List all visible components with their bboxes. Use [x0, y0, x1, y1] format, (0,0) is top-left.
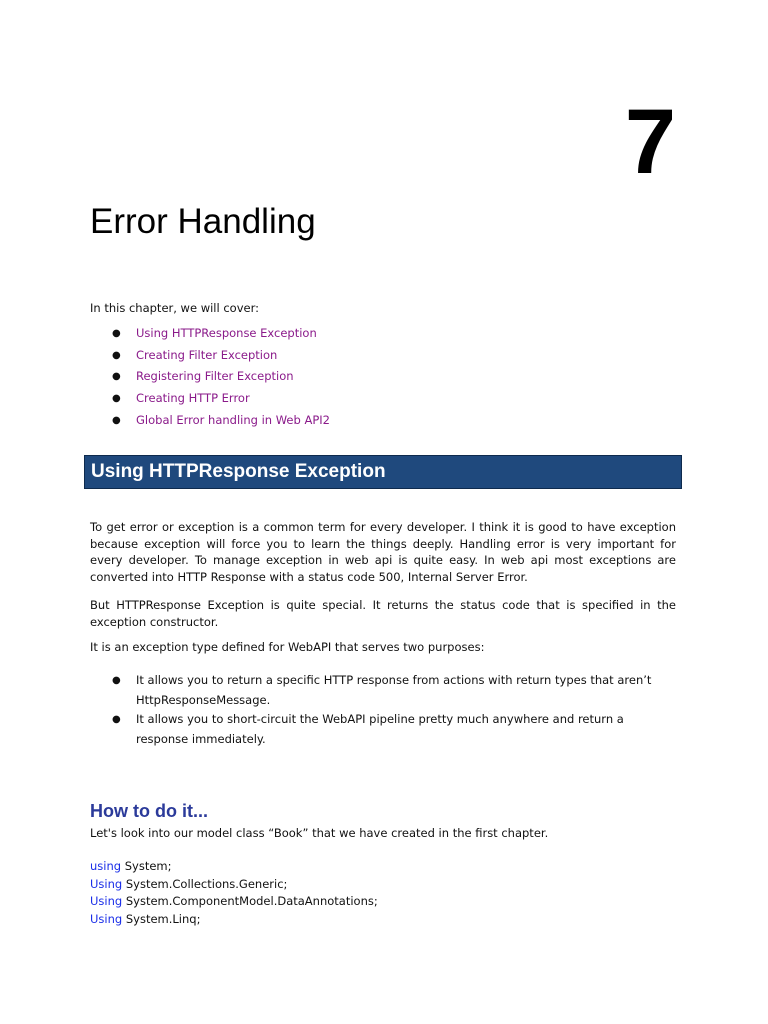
- code-text: System.Linq;: [122, 911, 201, 926]
- code-text: System;: [121, 859, 172, 873]
- purpose-text: It allows you to return a specific HTTP response from actions with return types that aren’t HttpResponseMessage.: [136, 673, 652, 707]
- code-line: [90, 893, 378, 911]
- paragraph: But HTTPResponse Exception is quite special. It returns the status code that is specified in the exception constructor.: [90, 598, 676, 629]
- intro-text: In this chapter, we will cover:: [90, 301, 259, 315]
- bullet-icon: ●: [112, 328, 121, 339]
- chapter-topic-item: [90, 388, 330, 410]
- purpose-item: [90, 710, 676, 749]
- purpose-text: It allows you to short-circuit the WebAPI pipeline pretty much anywhere and return a response immediately.: [136, 712, 624, 746]
- how-to-heading: How to do it...: [90, 801, 208, 821]
- chapter-topics-list: [90, 323, 330, 431]
- code-line: [90, 911, 378, 929]
- bullet-icon: ●: [112, 393, 121, 405]
- bullet-icon: ●: [112, 371, 121, 383]
- code-keyword: Using: [90, 894, 123, 908]
- code-line: [90, 876, 378, 894]
- code-keyword: Using: [90, 911, 123, 926]
- chapter-topic-item: [90, 366, 330, 388]
- purpose-item: [90, 671, 676, 710]
- code-line: [90, 858, 378, 876]
- paragraph: It is an exception type defined for WebAPI that serves two purposes:: [90, 640, 485, 654]
- code-text: System.ComponentModel.DataAnnotations;: [122, 894, 378, 908]
- bullet-icon: ●: [112, 349, 121, 361]
- bullet-icon: ●: [112, 714, 121, 725]
- chapter-topic-item: [90, 323, 330, 345]
- chapter-topic-label: Creating HTTP Error: [136, 391, 250, 406]
- chapter-topic-label: Registering Filter Exception: [136, 369, 294, 384]
- bullet-icon: ●: [112, 675, 121, 686]
- chapter-topic-item: [90, 345, 330, 367]
- purposes-list: [90, 671, 676, 749]
- chapter-number: 7: [624, 91, 676, 193]
- chapter-title: Error Handling: [90, 202, 316, 241]
- section-title: Using HTTPResponse Exception: [91, 461, 386, 482]
- section-banner: [84, 455, 682, 489]
- code-block: [90, 858, 378, 928]
- chapter-topic-item: [90, 410, 330, 432]
- code-keyword: Using: [90, 876, 123, 891]
- chapter-topic-label: Creating Filter Exception: [136, 347, 278, 362]
- chapter-topic-label: Global Error handling in Web API2: [136, 412, 330, 427]
- bullet-icon: ●: [112, 414, 121, 426]
- code-keyword: using: [90, 859, 122, 873]
- code-text: System.Collections.Generic;: [122, 876, 288, 891]
- paragraph: To get error or exception is a common term for every developer. I think it is good to have exception because exception will force you to learn the things deeply. Handling error is very important for every developer. To manage exception in web api is quite easy. In web api most exceptions are converted into HTTP Response with a status code 500, Internal Server Error.: [90, 520, 676, 584]
- how-to-text: Let's look into our model class “Book” that we have created in the first chapter.: [90, 826, 549, 840]
- chapter-topic-label: Using HTTPResponse Exception: [136, 326, 317, 340]
